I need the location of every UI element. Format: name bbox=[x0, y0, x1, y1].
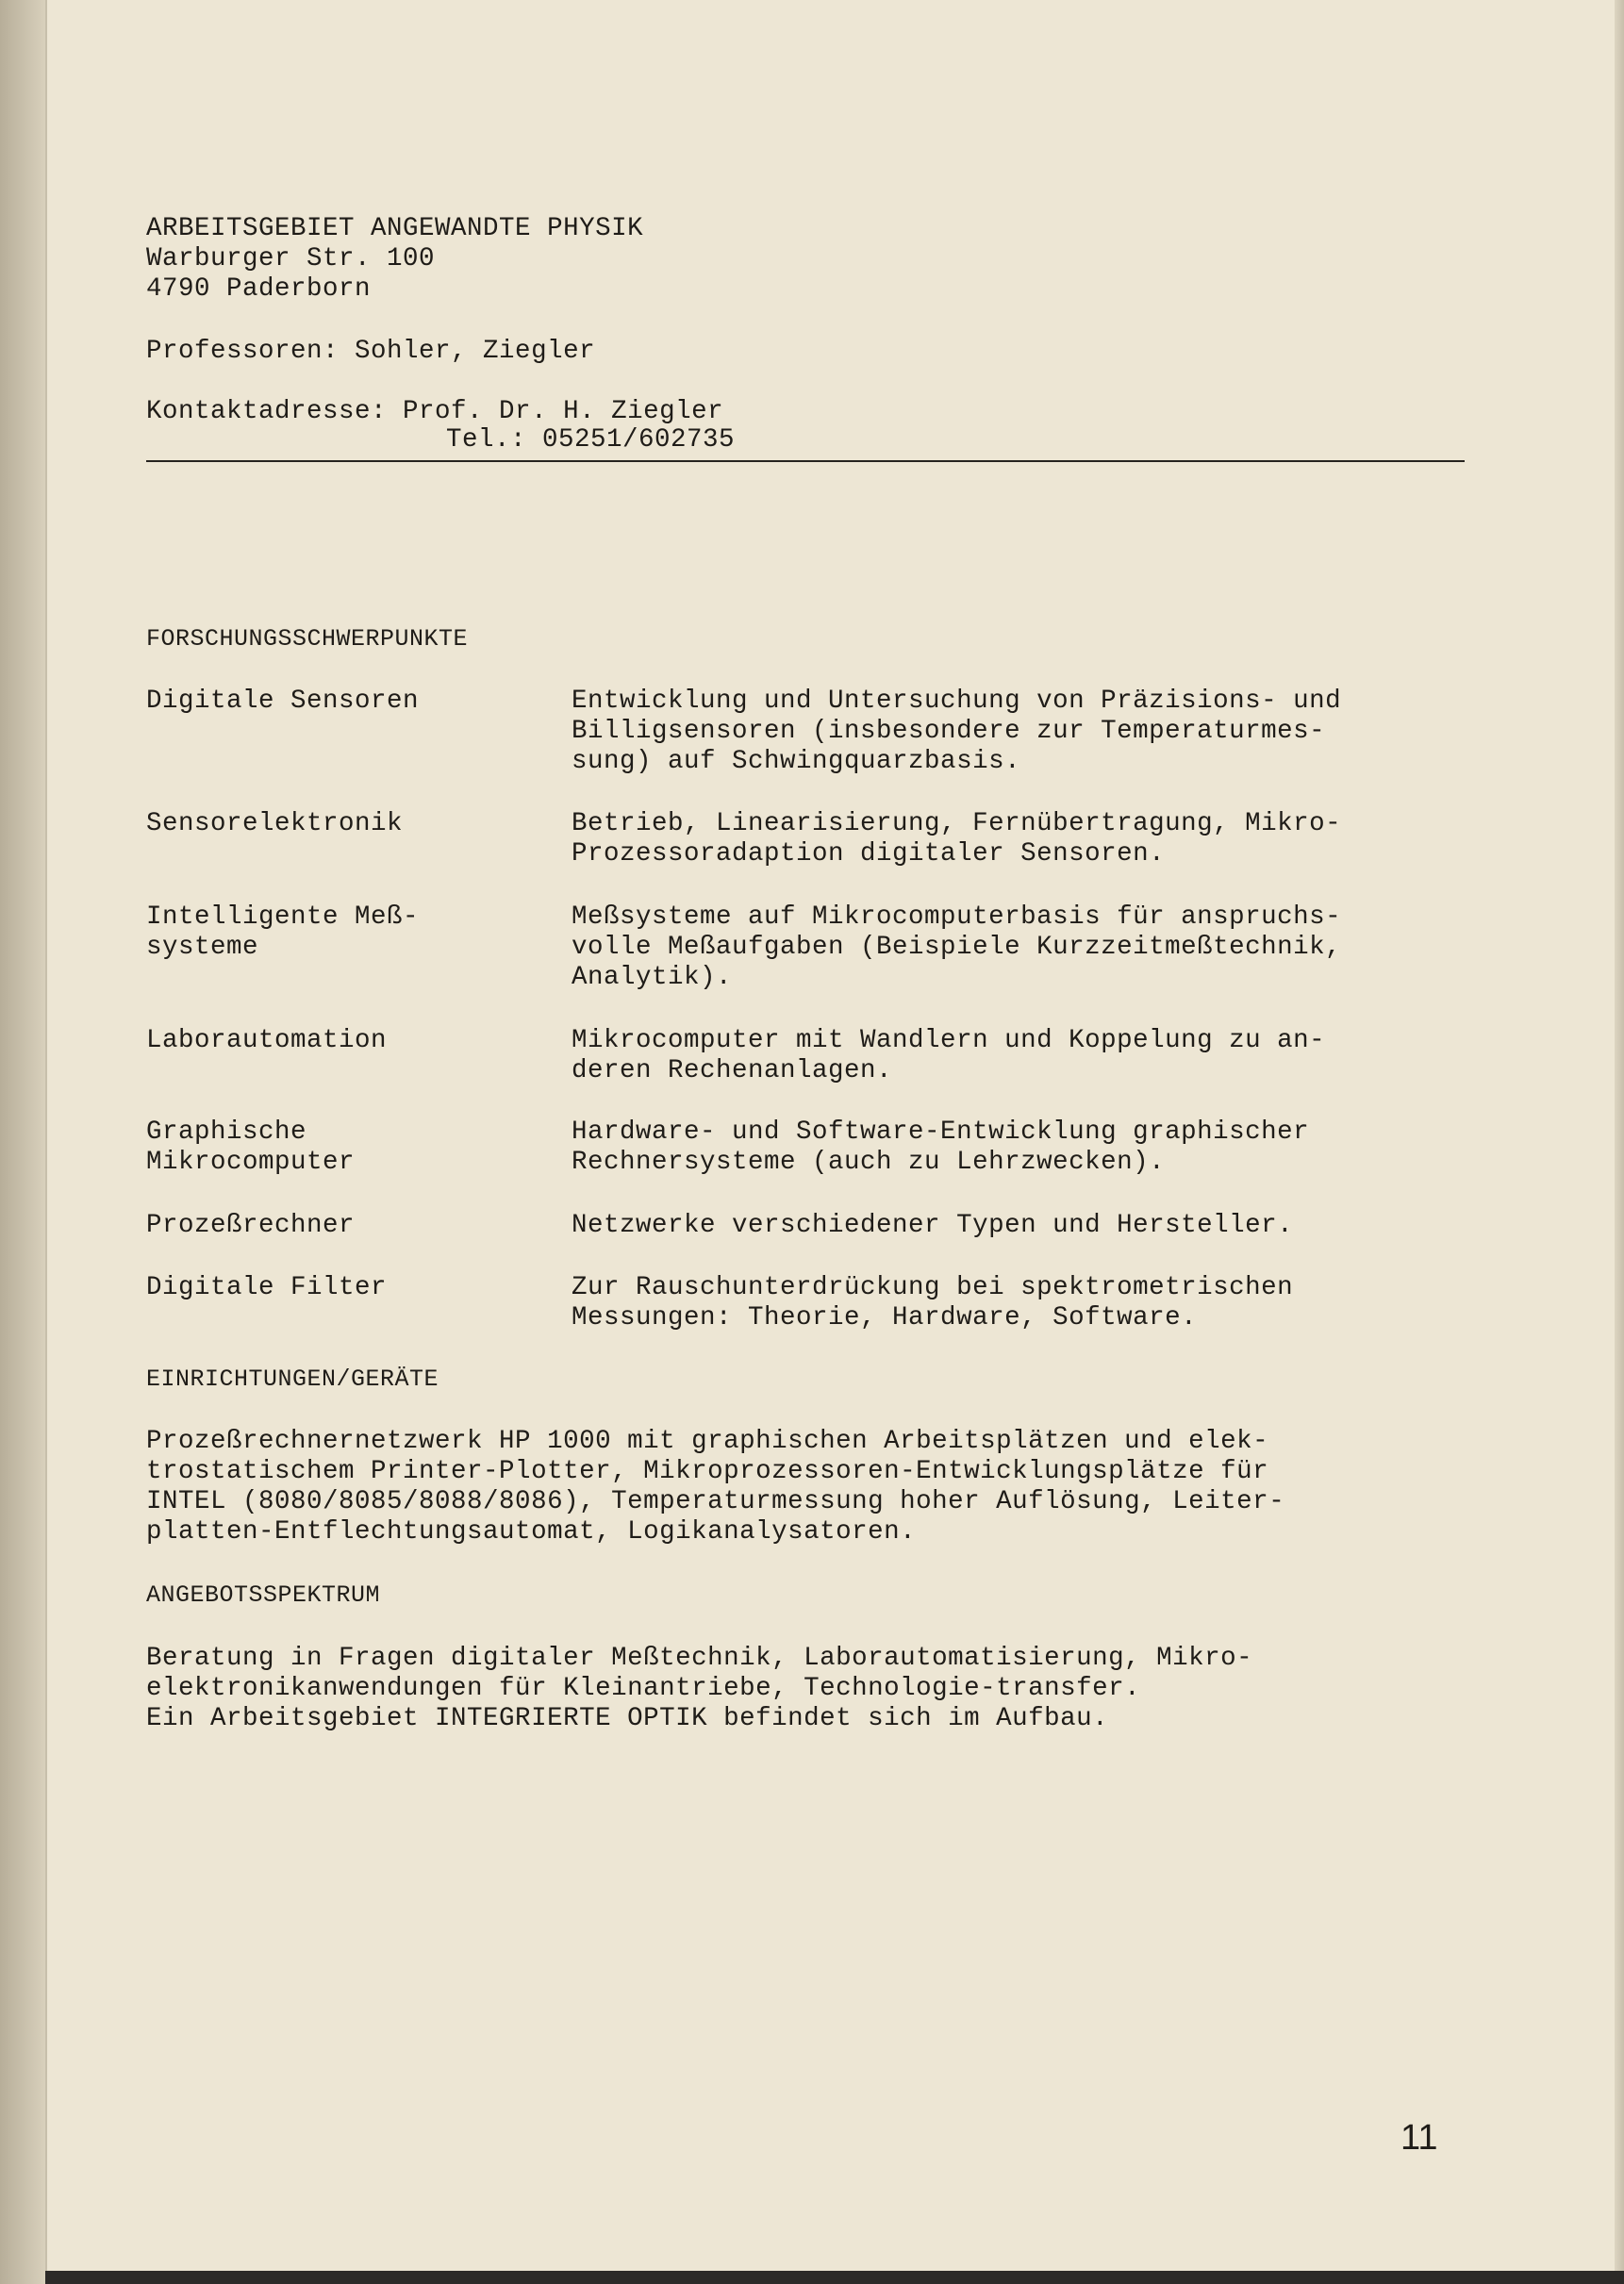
research-description: Meßsysteme auf Mikrocomputerbasis für anspruchs- volle Meßaufgaben (Beispiele Kurzzeitmeßtechnik, Analytik). bbox=[572, 902, 1342, 992]
equipment-text: Prozeßrechnernetzwerk HP 1000 mit graphischen Arbeitsplätzen und elek- trostatischem Printer-Plotter, Mikroprozessoren-Entwicklungsplätze für INTEL (8080/8085/8088/8086), Temperaturmessung hoher Auflösung, Leiter- platten-Entflechtungsautomat, Logikanalysatoren. bbox=[146, 1427, 1285, 1547]
offer-text: Beratung in Fragen digitaler Meßtechnik, Laborautomatisierung, Mikro- elektronikanwendungen für Kleinantriebe, Technologie-transfer. Ein Arbeitsgebiet INTEGRIERTE OPTIK befindet sich im Aufbau. bbox=[146, 1644, 1253, 1733]
address-city: 4790 Paderborn bbox=[146, 274, 372, 304]
page-bottom-edge bbox=[45, 2271, 1624, 2284]
research-description: Mikrocomputer mit Wandlern und Koppelung zu an- deren Rechenanlagen. bbox=[572, 1026, 1326, 1085]
contact-line: Kontaktadresse: Prof. Dr. H. Ziegler bbox=[146, 397, 724, 426]
telephone-line: Tel.: 05251/602735 bbox=[446, 425, 736, 455]
equipment-heading: EINRICHTUNGEN/GERÄTE bbox=[146, 1365, 439, 1393]
research-label: Digitale Filter bbox=[146, 1273, 388, 1302]
research-label: Graphische Mikrocomputer bbox=[146, 1117, 356, 1177]
page-right-edge bbox=[1615, 0, 1624, 2271]
research-description: Netzwerke verschiedener Typen und Hersteller. bbox=[572, 1211, 1294, 1240]
header-divider bbox=[146, 460, 1465, 462]
research-label: Sensorelektronik bbox=[146, 809, 404, 838]
research-label: Prozeßrechner bbox=[146, 1211, 356, 1240]
book-spine bbox=[0, 0, 45, 2284]
research-heading: FORSCHUNGSSCHWERPUNKTE bbox=[146, 625, 469, 653]
page-number: 11 bbox=[1400, 2118, 1438, 2158]
professors-line: Professoren: Sohler, Ziegler bbox=[146, 337, 596, 366]
research-description: Entwicklung und Untersuchung von Präzisions- und Billigsensoren (insbesondere zur Temperaturmes- sung) auf Schwingquarzbasis. bbox=[572, 687, 1342, 776]
research-label: Intelligente Meß- systeme bbox=[146, 902, 420, 962]
research-description: Hardware- und Software-Entwicklung graphischer Rechnersysteme (auch zu Lehrzwecken). bbox=[572, 1117, 1310, 1177]
research-description: Zur Rauschunterdrückung bei spektrometrischen Messungen: Theorie, Hardware, Software. bbox=[572, 1273, 1294, 1332]
research-label: Digitale Sensoren bbox=[146, 687, 420, 716]
department-title: ARBEITSGEBIET ANGEWANDTE PHYSIK bbox=[146, 214, 644, 243]
research-label: Laborautomation bbox=[146, 1026, 388, 1055]
offer-heading: ANGEBOTSSPEKTRUM bbox=[146, 1581, 381, 1609]
research-description: Betrieb, Linearisierung, Fernübertragung, Mikro- Prozessoradaption digitaler Sensoren. bbox=[572, 809, 1342, 869]
address-street: Warburger Str. 100 bbox=[146, 244, 436, 273]
